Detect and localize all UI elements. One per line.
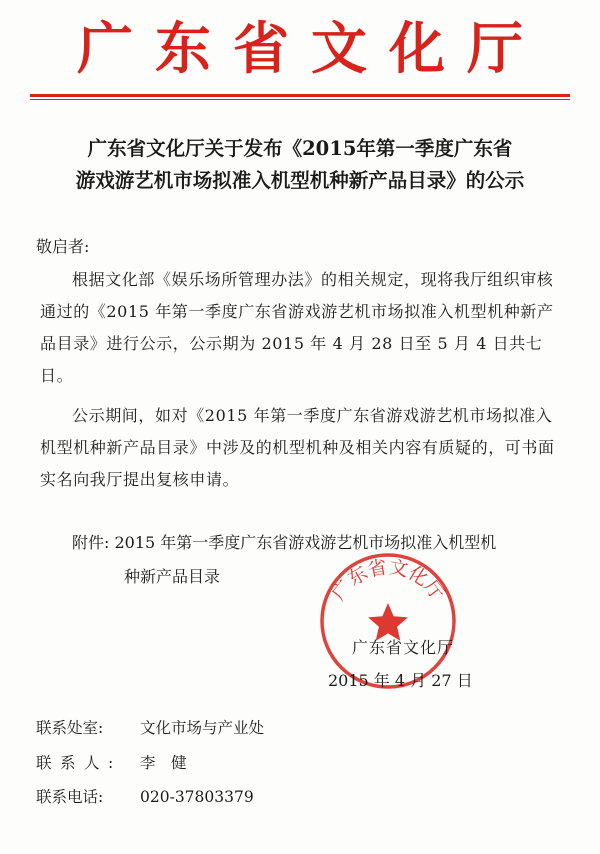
contact-phone-value: 020-37803379 <box>140 788 254 806</box>
contact-office-value: 文化市场与产业处 <box>140 719 265 737</box>
signature-org: 广东省文化厅 <box>352 638 455 657</box>
contact-phone-label: 联系电话: <box>36 788 104 806</box>
attachment-line-2: 种新产品目录 <box>124 567 221 586</box>
contact-phone <box>36 786 254 808</box>
letterhead-red-rule-thin <box>30 99 570 100</box>
attachment-line-1: 附件: 2015 年第一季度广东省游戏游艺机市场拟准入机型机 <box>72 533 497 552</box>
star-icon <box>368 603 408 641</box>
salutation: 敬启者: <box>36 237 90 256</box>
document-title-line-1: 广东省文化厅关于发布《2015年第一季度广东省 <box>87 137 513 160</box>
body-paragraph-1: 根据文化部《娱乐场所管理办法》的相关规定，现将我厅组织审核通过的《2015 年第一季度广东省游戏游艺机市场拟准入机型机种新产品目录》进行公示，公示期为 2015 年 4 月 28 日至 5 月 4 日共七日。 <box>40 270 554 385</box>
document-title-line-2: 游戏游艺机市场拟准入机型机种新产品目录》的公示 <box>75 169 525 192</box>
signature-date: 2015 年 4 月 27 日 <box>328 671 473 690</box>
svg-text:广东省文化厅 <box>328 556 449 604</box>
contact-office-label: 联系处室: <box>36 719 104 737</box>
contact-person-label: 联系人: <box>36 754 122 772</box>
letterhead-org-name: 广东省文化厅 <box>77 16 545 82</box>
contact-person-value: 李 健 <box>140 754 187 772</box>
seal-text: 广东省文化厅 <box>327 556 449 605</box>
contact-office <box>36 717 264 739</box>
letterhead-red-rule <box>30 94 570 97</box>
contact-person <box>36 752 187 774</box>
body-paragraph-2: 公示期间，如对《2015 年第一季度广东省游戏游艺机市场拟准入机型机种新产品目录》中涉及的机型机种及相关内容有质疑的，可书面实名向我厅提出复核申请。 <box>40 406 555 489</box>
